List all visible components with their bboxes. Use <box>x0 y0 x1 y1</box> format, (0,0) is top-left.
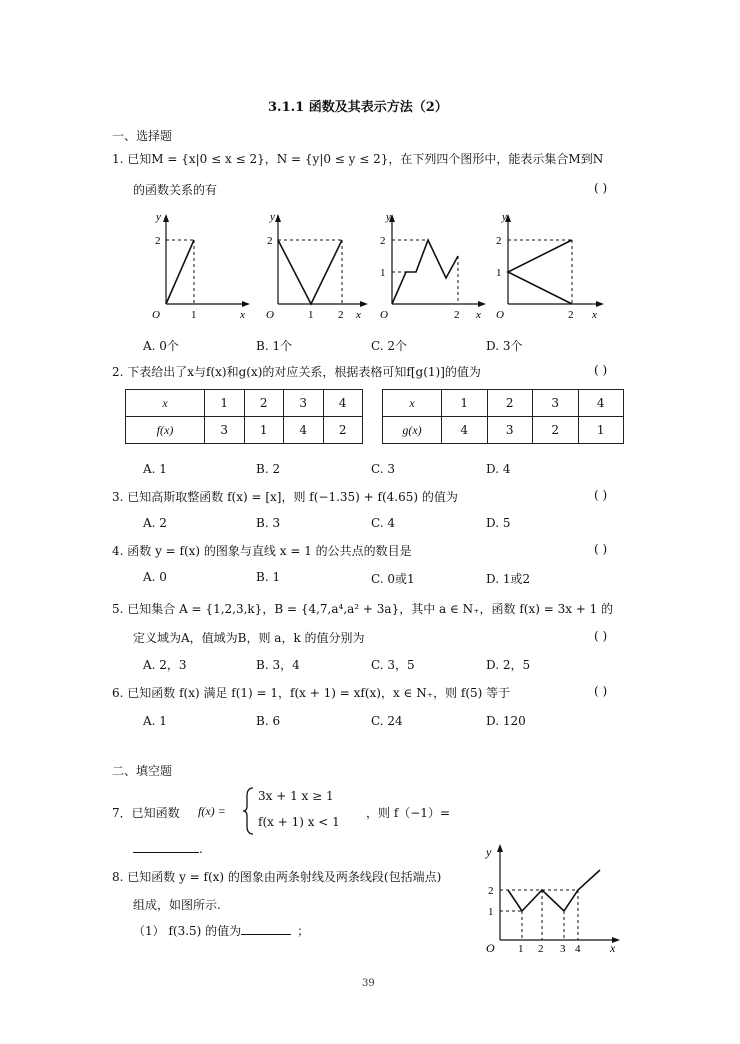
question-4-line1: 4. 函数 y = f(x) 的图象与直线 x = 1 的公共点的数目是 <box>112 544 412 558</box>
question-7-end: . <box>199 842 203 856</box>
q3-option-a[interactable]: A. 2 <box>143 516 167 530</box>
q4-option-b[interactable]: B. 1 <box>256 570 281 584</box>
svg-text:2: 2 <box>496 235 502 247</box>
svg-text:y: y <box>502 211 507 223</box>
table-cell: f(x) <box>126 417 205 444</box>
q2-option-c[interactable]: C. 3 <box>371 462 396 476</box>
q8-graph <box>478 838 630 956</box>
answer-paren-4[interactable]: ( ) <box>594 542 608 556</box>
table-cell: 4 <box>284 417 324 444</box>
svg-text:3: 3 <box>560 943 566 955</box>
section-heading-choice: 一、选择题 <box>112 129 173 143</box>
table-f-header-row <box>126 390 363 417</box>
table-cell: 4 <box>578 390 624 417</box>
q5-option-b[interactable]: B. 3，4 <box>256 658 300 672</box>
svg-text:2: 2 <box>338 309 344 321</box>
svg-text:1: 1 <box>518 943 524 955</box>
question-7-suffix: ，则 f（−1）= <box>366 806 451 820</box>
svg-text:1: 1 <box>488 906 494 918</box>
table-cell: g(x) <box>383 417 442 444</box>
table-f <box>125 389 363 444</box>
question-7-fx: f(x) = <box>198 804 226 818</box>
answer-paren-1[interactable]: ( ) <box>594 181 608 195</box>
q5-option-c[interactable]: C. 3，5 <box>371 658 415 672</box>
q4-option-c[interactable]: C. 0或1 <box>371 572 415 586</box>
q3-option-b[interactable]: B. 3 <box>256 516 281 530</box>
svg-text:O: O <box>266 309 274 321</box>
question-7-case1: 3x + 1 x ≥ 1 <box>258 789 334 803</box>
svg-text:y: y <box>156 211 161 223</box>
q1-graph-c <box>372 206 490 324</box>
svg-text:y: y <box>270 211 275 223</box>
answer-paren-6[interactable]: ( ) <box>594 684 608 698</box>
brace-icon <box>242 786 256 836</box>
svg-text:1: 1 <box>191 309 197 321</box>
table-f-value-row <box>126 417 363 444</box>
svg-text:2: 2 <box>488 885 494 897</box>
table-cell: 3 <box>284 390 324 417</box>
answer-paren-3[interactable]: ( ) <box>594 488 608 502</box>
answer-paren-5[interactable]: ( ) <box>594 629 608 643</box>
q6-option-b[interactable]: B. 6 <box>256 714 281 728</box>
svg-text:y: y <box>386 211 391 223</box>
q4-option-a[interactable]: A. 0 <box>143 570 167 584</box>
question-3-line1: 3. 已知高斯取整函数 f(x) = [x]，则 f(−1.35) + f(4.65) 的值为 <box>112 490 458 504</box>
q5-option-d[interactable]: D. 2，5 <box>486 658 531 672</box>
svg-text:O: O <box>152 309 160 321</box>
table-cell: 2 <box>244 390 284 417</box>
svg-text:O: O <box>496 309 504 321</box>
q6-option-d[interactable]: D. 120 <box>486 714 526 728</box>
table-cell: x <box>126 390 205 417</box>
table-cell: 3 <box>205 417 245 444</box>
svg-text:x: x <box>610 941 616 955</box>
answer-paren-2[interactable]: ( ) <box>594 363 608 377</box>
svg-text:1: 1 <box>308 309 314 321</box>
table-cell: 1 <box>578 417 624 444</box>
question-8-line1: 8. 已知函数 y = f(x) 的图象由两条射线及两条线段(包括端点) <box>112 870 442 884</box>
table-cell: 1 <box>244 417 284 444</box>
q2-option-a[interactable]: A. 1 <box>143 462 167 476</box>
question-2-line1: 2. 下表给出了x与f(x)和g(x)的对应关系，根据表格可知f[g(1)]的值为 <box>112 365 481 379</box>
q6-option-a[interactable]: A. 1 <box>143 714 167 728</box>
question-7-answer-line[interactable] <box>133 842 203 856</box>
table-cell: 2 <box>323 417 363 444</box>
table-cell: 4 <box>323 390 363 417</box>
question-5-line1: 5. 已知集合 A = {1,2,3,k}，B = {4,7,a⁴,a² + 3a}，其中 a ∈ N₊，函数 f(x) = 3x + 1 的 <box>112 602 614 616</box>
q3-option-d[interactable]: D. 5 <box>486 516 511 530</box>
svg-text:x: x <box>592 309 597 321</box>
section-heading-fill: 二、填空题 <box>112 764 173 778</box>
svg-text:4: 4 <box>575 943 581 955</box>
answer-blank-8-1[interactable] <box>241 934 291 935</box>
question-6-line1: 6. 已知函数 f(x) 满足 f(1) = 1，f(x + 1) = xf(x)，x ∈ N₊，则 f(5) 等于 <box>112 686 511 700</box>
q1-graph-b <box>256 206 374 324</box>
q5-option-a[interactable]: A. 2，3 <box>143 658 187 672</box>
table-cell: 2 <box>533 417 579 444</box>
table-g-header-row <box>383 390 624 417</box>
svg-text:x: x <box>476 309 481 321</box>
q1-graph-a <box>138 206 256 324</box>
svg-text:x: x <box>356 309 361 321</box>
question-7-case2: f(x + 1) x < 1 <box>258 815 340 829</box>
question-5-line2: 定义域为A，值域为B，则 a，k 的值分别为 <box>133 631 365 645</box>
answer-blank-7[interactable] <box>133 852 199 853</box>
table-cell: 2 <box>487 390 533 417</box>
q1-option-d[interactable]: D. 3个 <box>486 339 523 353</box>
page-title: 3.1.1 函数及其表示方法（2） <box>268 100 448 115</box>
svg-text:2: 2 <box>380 235 386 247</box>
q2-option-d[interactable]: D. 4 <box>486 462 511 476</box>
table-g <box>382 389 624 444</box>
question-8-sub1-text: （1） f(3.5) 的值为 <box>133 924 242 938</box>
svg-text:x: x <box>240 309 245 321</box>
table-cell: 3 <box>533 390 579 417</box>
question-8-sub1 <box>133 922 309 939</box>
svg-text:y: y <box>486 845 492 859</box>
question-8-sub1-end: ； <box>297 924 310 938</box>
q1-option-a[interactable]: A. 0个 <box>143 339 179 353</box>
question-1-line1: 1. 已知M = {x|0 ≤ x ≤ 2}，N = {y|0 ≤ y ≤ 2}，在下列四个图形中，能表示集合M到N <box>112 152 604 166</box>
table-cell: x <box>383 390 442 417</box>
q1-option-c[interactable]: C. 2个 <box>371 339 408 353</box>
table-g-value-row <box>383 417 624 444</box>
table-cell: 1 <box>442 390 488 417</box>
q3-option-c[interactable]: C. 4 <box>371 516 396 530</box>
q4-option-d[interactable]: D. 1或2 <box>486 572 531 586</box>
svg-text:O: O <box>380 309 388 321</box>
svg-text:1: 1 <box>496 267 502 279</box>
svg-text:2: 2 <box>568 309 574 321</box>
table-cell: 3 <box>487 417 533 444</box>
svg-text:O: O <box>486 941 495 955</box>
table-cell: 1 <box>205 390 245 417</box>
question-7-prefix: 7．已知函数 <box>112 806 180 820</box>
q6-option-c[interactable]: C. 24 <box>371 714 403 728</box>
svg-text:2: 2 <box>538 943 544 955</box>
q1-option-b[interactable]: B. 1个 <box>256 339 293 353</box>
svg-text:1: 1 <box>380 267 386 279</box>
question-8-line2: 组成，如图所示. <box>133 898 221 912</box>
q1-graph-d <box>488 206 608 324</box>
q2-option-b[interactable]: B. 2 <box>256 462 281 476</box>
table-cell: 4 <box>442 417 488 444</box>
page-number: 39 <box>362 978 375 989</box>
svg-text:2: 2 <box>267 235 273 247</box>
question-1-line2: 的函数关系的有 <box>133 183 218 197</box>
svg-text:2: 2 <box>454 309 460 321</box>
svg-text:2: 2 <box>155 235 161 247</box>
